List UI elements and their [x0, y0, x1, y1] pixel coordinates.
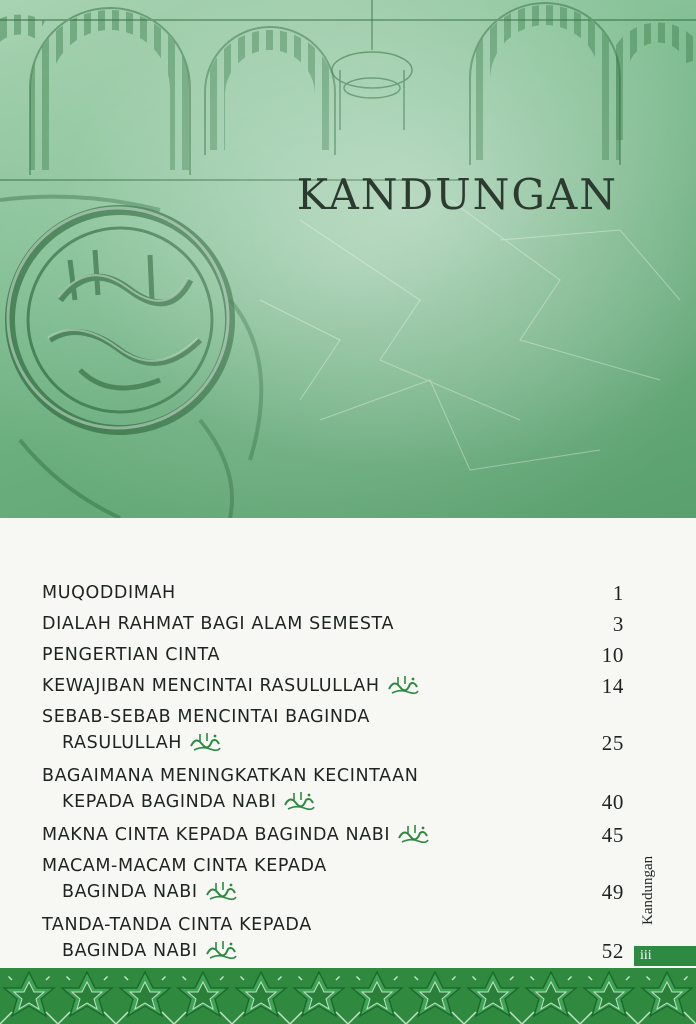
toc-entry-text: MAKNA CINTA KEPADA BAGINDA NABI: [42, 825, 391, 845]
toc-entry[interactable]: [42, 673, 624, 699]
toc-entry-text: TANDA-TANDA CINTA KEPADA: [42, 915, 312, 935]
toc-page-number: 3: [612, 612, 624, 636]
toc-entry-text: BAGAIMANA MENINGKATKAN KECINTAAN: [42, 766, 419, 786]
toc-entry-title-line: [42, 704, 370, 730]
toc-page-number: 52: [601, 939, 624, 963]
toc-entry-text: BAGINDA NABI: [62, 882, 198, 902]
toc-entry-title-line: [42, 580, 176, 606]
toc-entry-title: [42, 853, 327, 905]
salawat-calligraphy-icon: [386, 675, 420, 695]
salawat-calligraphy-icon: [282, 791, 316, 811]
toc-entry-title-line: [42, 912, 312, 938]
salawat-calligraphy-icon: [204, 940, 238, 960]
toc-entry-title: [42, 912, 312, 964]
table-of-contents: [42, 580, 624, 971]
toc-entry[interactable]: [42, 763, 624, 815]
toc-entry[interactable]: [42, 611, 624, 637]
salawat-calligraphy-icon: [204, 881, 238, 901]
toc-entry-title: [42, 580, 176, 606]
toc-entry-text: BAGINDA NABI: [62, 941, 198, 961]
toc-entry-title-line: [42, 853, 327, 879]
toc-entry[interactable]: [42, 580, 624, 606]
toc-entry-title-line: [42, 763, 418, 789]
page-title: KANDUNGAN: [296, 170, 618, 219]
toc-page-number: 25: [601, 731, 624, 755]
toc-entry-title-line: [42, 642, 220, 668]
toc-entry[interactable]: [42, 704, 624, 756]
toc-entry[interactable]: [42, 853, 624, 905]
toc-entry-title-line: [42, 611, 394, 637]
geometric-star-pattern: [0, 968, 696, 1024]
salawat-calligraphy-icon: [396, 824, 430, 844]
toc-entry-title: [42, 704, 370, 756]
toc-entry[interactable]: [42, 912, 624, 964]
toc-entry-text: SEBAB-SEBAB MENCINTAI BAGINDA: [42, 707, 370, 727]
salawat-calligraphy-icon: [188, 732, 222, 752]
toc-entry-text: RASULULLAH: [62, 733, 183, 753]
page-number-tab: iii: [634, 946, 696, 966]
toc-entry-title-line: [42, 730, 370, 756]
toc-entry-title-line: [42, 822, 430, 848]
toc-entry-title-line: [42, 673, 420, 699]
toc-page-number: 45: [601, 823, 624, 847]
toc-page-number: 40: [601, 790, 624, 814]
toc-entry-text: PENGERTIAN CINTA: [42, 645, 221, 665]
toc-entry-text: KEWAJIBAN MENCINTAI RASULULLAH: [42, 676, 380, 696]
toc-entry[interactable]: [42, 822, 624, 848]
toc-entry-text: DIALAH RAHMAT BAGI ALAM SEMESTA: [42, 614, 395, 634]
toc-entry-title: [42, 763, 418, 815]
toc-entry-title-line: [42, 938, 312, 964]
toc-entry-title-line: [42, 789, 418, 815]
section-side-label: Kandungan: [640, 855, 656, 925]
toc-page-number: 10: [601, 643, 624, 667]
toc-entry-title: [42, 673, 420, 699]
toc-page-number: 1: [612, 581, 624, 605]
toc-page-number: 14: [601, 674, 624, 698]
toc-entry-text: MACAM-MACAM CINTA KEPADA: [42, 856, 327, 876]
toc-entry-text: KEPADA BAGINDA NABI: [62, 792, 277, 812]
toc-entry-title-line: [42, 879, 327, 905]
footer-pattern-band: [0, 968, 696, 1024]
toc-entry-title: [42, 822, 430, 848]
toc-page-number: 49: [601, 880, 624, 904]
toc-entry[interactable]: [42, 642, 624, 668]
toc-entry-title: [42, 611, 394, 637]
toc-entry-text: MUQODDIMAH: [42, 583, 176, 603]
toc-entry-title: [42, 642, 220, 668]
